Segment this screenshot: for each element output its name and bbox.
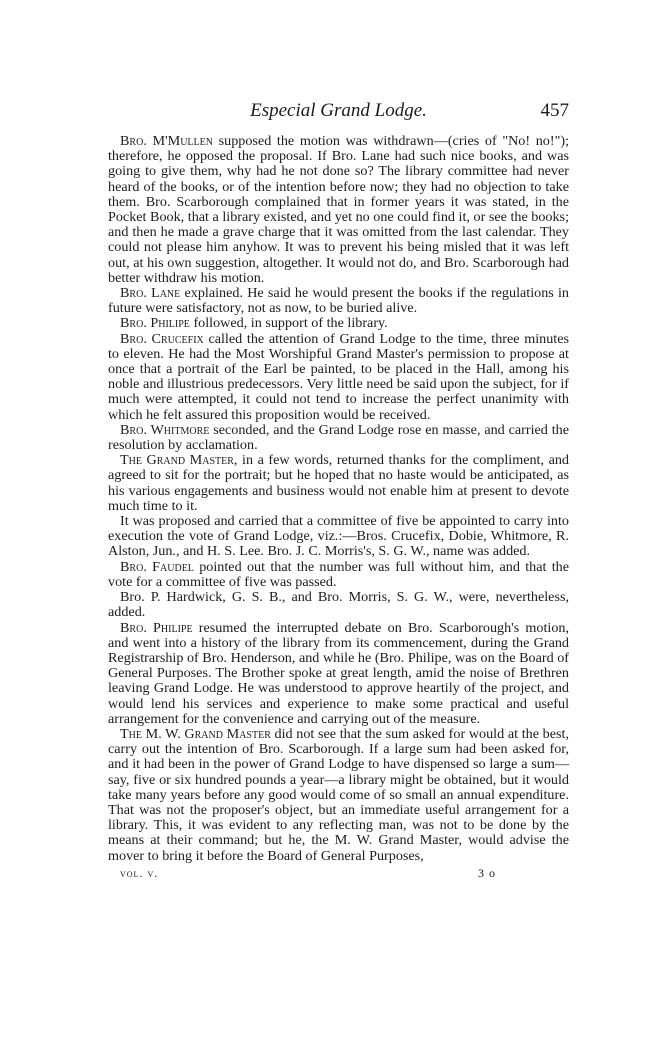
paragraph-text: It was proposed and carried that a committee of five be appointed to carry into execution the vote of Grand Lodge, viz.:—Bros. Crucefix, Dobie, Whitmore, R. Alston, Jun., and H. S. Lee. Bro. J. C. Morris's, S. G. W., name was added. [108, 513, 569, 560]
speaker-name: Bro. M'Mullen [120, 133, 213, 149]
speaker-name: The Grand Master [120, 452, 234, 469]
paragraph [108, 453, 569, 514]
body-text [108, 134, 569, 864]
paragraph-text: called the attention of Grand Lodge to the time, three minutes to eleven. He had the Most Worshipful Grand Master's permission to propose at once that a portrait of the Earl be painted, to be placed in the Hall, among his noble and illustrious predecessors. Very little need be said upon the subject, for if much were attempted, it could not tend to increase the perfect unanimity with which he felt assured this proposition would be received. [108, 330, 570, 423]
paragraph [108, 316, 569, 331]
paragraph [108, 514, 569, 560]
paragraph-text: did not see that the sum asked for would at the best, carry out the intention of Bro. Scarborough. If a large sum had been asked for, and it had been in the power of Grand Lodge to have dispensed so large a sum—say, five or six hundred pounds a year—a library might be obtained, but it would take many years before any good would come of so small an annual expenditure. That was not the proposer's object, but an immediate useful arrangement for a library. This, it was evident to any reflecting man, was not to be done by the means at their command; but he, the M. W. Grand Master, would advise the mover to bring it before the Board of General Purposes, [108, 725, 569, 864]
speaker-name: The M. W. Grand Master [120, 725, 271, 742]
paragraph-text: pointed out that the number was full without him, and that the vote for a committee of five was passed. [108, 558, 569, 590]
paragraph-text: supposed the motion was withdrawn—(cries of "No! no!"); therefore, he opposed the proposal. If Bro. Lane had such nice books, and was going to give them, why had he not done so? The library committee had never heard of the books, or of the intention before now; they had no objection to take them. Bro. Scarborough complained that in former years it was stated, in the Pocket Book, that a library existed, and yet no one could find it, or see the books; and then he made a grave charge that it was omitted from the last calendar. They could not please him anyhow. It was to prevent his being misled that it was left out, at his own suggestion, altogether. It would not do, and Bro. Scarborough had better withdraw his motion. [108, 133, 570, 286]
page-number: 457 [540, 100, 569, 121]
paragraph-text: seconded, and the Grand Lodge rose en masse, and carried the resolution by acclamation. [108, 421, 569, 454]
running-header [108, 100, 569, 126]
speaker-name: Bro. Lane [120, 285, 181, 302]
speaker-name: Bro. Faudel [120, 558, 194, 575]
paragraph [108, 727, 569, 864]
volume-label: vol. v. [120, 865, 159, 880]
book-page [108, 100, 569, 882]
paragraph [108, 621, 569, 727]
paragraph-text: , in a few words, returned thanks for the compliment, and agreed to sit for the portrait; but he hoped that no haste would be anticipated, as his various engagements and business would not enable him at present to devote much time to it. [108, 452, 569, 514]
paragraph-text: explained. He said he would present the books if the regulations in future were satisfactory, not as now, to be buried alive. [108, 285, 570, 317]
speaker-name: Bro. Philipe [120, 315, 190, 332]
paragraph [108, 332, 569, 423]
paragraph [108, 590, 569, 620]
page-footer [108, 866, 569, 882]
paragraph [108, 286, 569, 316]
paragraph-text: resumed the interrupted debate on Bro. Scarborough's motion, and went into a history of the library from its commencement, during the Grand Registrarship of Bro. Henderson, and while he (Bro. Philipe, was on the Board of General Purposes. The Brother spoke at great length, amid the noise of Brethren leaving Grand Lodge. He was understood to approve heartily of the project, and would lend his services and experience to make some practical and useful arrangement for the convenience and carrying out of the measure. [108, 619, 569, 727]
signature-mark: 3 o [478, 865, 496, 880]
speaker-name: Bro. Whitmore [120, 421, 210, 438]
paragraph [108, 134, 569, 286]
paragraph-text: followed, in support of the library. [189, 315, 388, 332]
paragraph [108, 560, 569, 590]
speaker-name: Bro. Philipe [120, 619, 193, 636]
page-title: Especial Grand Lodge. [250, 100, 427, 121]
paragraph [108, 423, 569, 453]
speaker-name: Bro. Crucefix [120, 330, 204, 347]
paragraph-text: Bro. P. Hardwick, G. S. B., and Bro. Morris, S. G. W., were, nevertheless, added. [108, 589, 569, 621]
